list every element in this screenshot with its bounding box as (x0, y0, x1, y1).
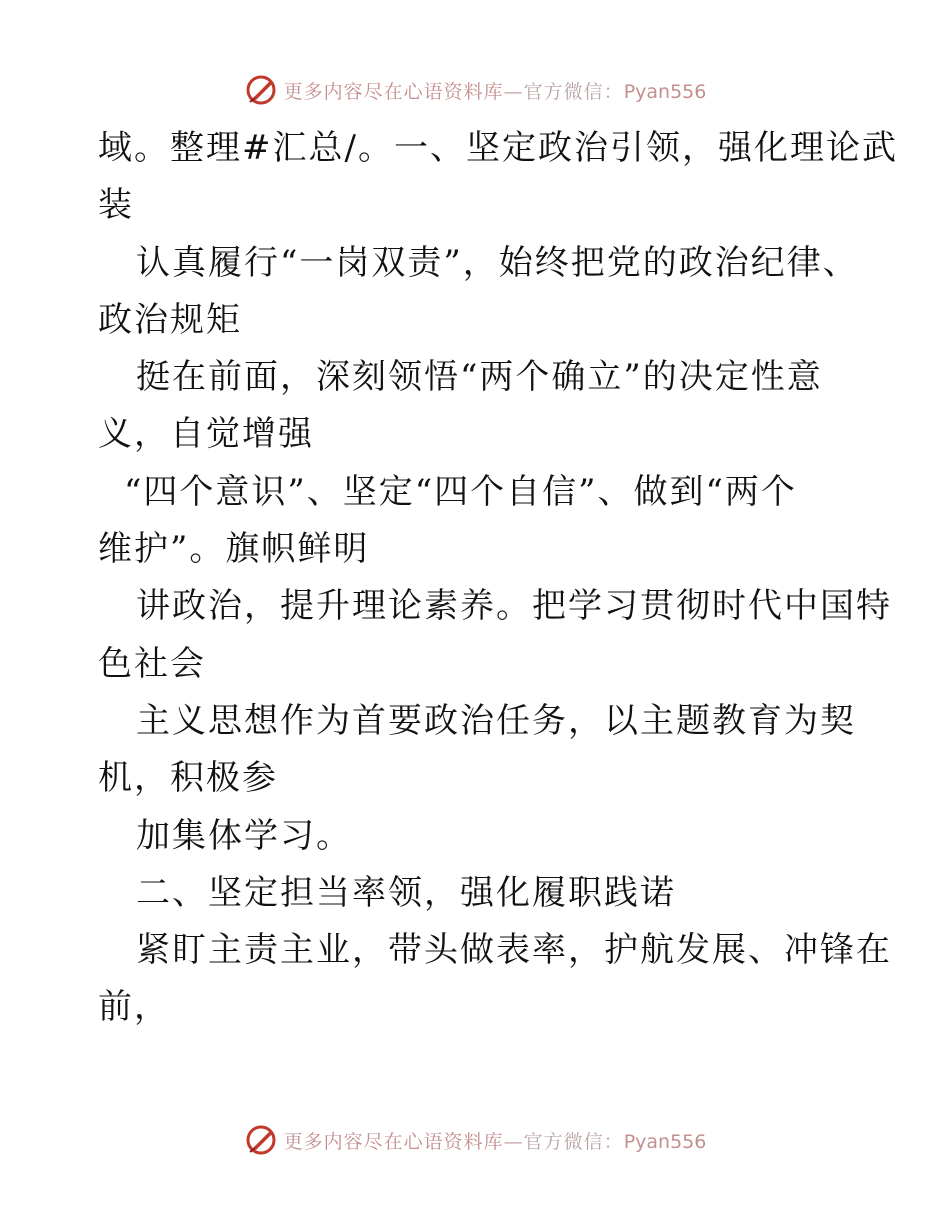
watermark-sub-text: 官方微信： (523, 80, 624, 103)
text-line-5: 挺在前面，深刻领悟“两个确立”的决定性意 (136, 357, 823, 398)
watermark-sub-text: 官方微信： (523, 1130, 624, 1153)
text-line-1: 域。整理#汇总/。一、坚定政治引领，强化理论武 (98, 128, 898, 168)
footer-watermark (0, 1120, 950, 1160)
text-line-14: 二、坚定担当率领，强化履职践诺 (136, 872, 676, 913)
watermark-id: Pyan556 (623, 80, 707, 103)
text-line-3: 认真履行“一岗双责”，始终把党的政治纪律、 (136, 242, 859, 283)
watermark-dash: — (503, 1130, 524, 1153)
text-line-10: 色社会 (98, 643, 206, 684)
text-line-6: 义，自觉增强 (98, 414, 314, 455)
text-line-15: 紧盯主责主业，带头做表率，护航发展、冲锋在 (136, 930, 892, 971)
text-line-13: 加集体学习。 (136, 815, 352, 856)
text-line-8: 维护”。旗帜鲜明 (98, 529, 370, 570)
text-line-16: 前， (98, 987, 170, 1028)
document-body (98, 120, 898, 1037)
watermark-id: Pyan556 (623, 1130, 707, 1153)
text-line-12: 机，积极参 (98, 758, 278, 799)
text-line-4: 政治规矩 (98, 299, 242, 340)
text-line-2: 装 (98, 185, 134, 226)
watermark-dash: — (503, 80, 524, 103)
text-line-9: 讲政治，提升理论素养。把学习贯彻时代中国特 (136, 586, 892, 627)
text-line-11: 主义思想作为首要政治任务，以主题教育为契 (136, 700, 856, 741)
header-watermark (0, 70, 950, 110)
watermark-main-text: 更多内容尽在心语资料库 (283, 1130, 504, 1153)
quill-logo-icon (244, 1123, 278, 1157)
text-line-7: “四个意识”、坚定“四个自信”、做到“两个 (124, 471, 797, 512)
quill-logo-icon (244, 73, 278, 107)
watermark-main-text: 更多内容尽在心语资料库 (283, 80, 504, 103)
